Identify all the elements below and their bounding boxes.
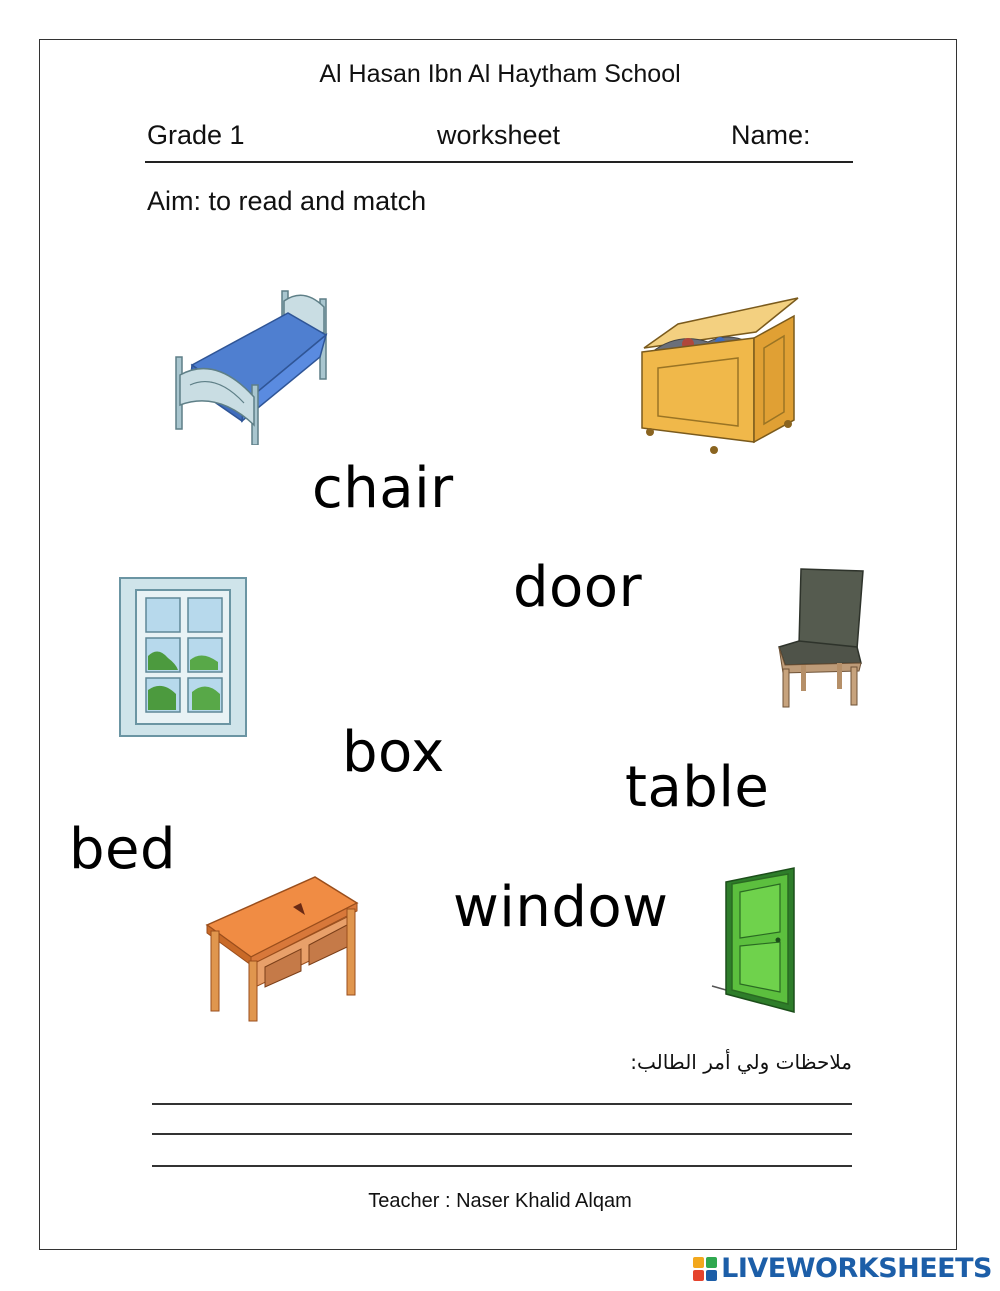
word-chair[interactable]: chair xyxy=(312,456,454,521)
aim-text: Aim: to read and match xyxy=(147,186,427,216)
teacher-name: Teacher : Naser Khalid Alqam xyxy=(368,1190,632,1212)
word-table[interactable]: table xyxy=(625,755,770,820)
notes-line[interactable] xyxy=(152,1103,852,1105)
school-name: Al Hasan Ibn Al Haytham School xyxy=(319,60,681,88)
notes-line[interactable] xyxy=(152,1133,852,1135)
word-bed[interactable]: bed xyxy=(69,817,177,882)
bed-picture[interactable] xyxy=(170,285,330,445)
logo-icon xyxy=(693,1257,717,1281)
liveworksheets-logo xyxy=(693,1253,992,1284)
grade-label: Grade 1 xyxy=(147,120,245,150)
word-door[interactable]: door xyxy=(513,555,643,620)
notes-line[interactable] xyxy=(152,1165,852,1167)
chair-picture[interactable] xyxy=(775,565,870,710)
door-picture[interactable] xyxy=(710,866,805,1014)
name-label: Name: xyxy=(731,120,811,150)
box-picture[interactable] xyxy=(638,292,806,458)
table-picture[interactable] xyxy=(205,875,360,1023)
brand-name: LIVEWORKSHEETS xyxy=(721,1253,992,1284)
window-picture[interactable] xyxy=(118,576,248,738)
word-window[interactable]: window xyxy=(453,875,669,940)
header-rule xyxy=(145,161,853,163)
worksheet-label: worksheet xyxy=(437,120,561,150)
parent-notes-label: ملاحظات ولي أمر الطالب: xyxy=(630,1050,852,1074)
word-box[interactable]: box xyxy=(342,720,445,785)
